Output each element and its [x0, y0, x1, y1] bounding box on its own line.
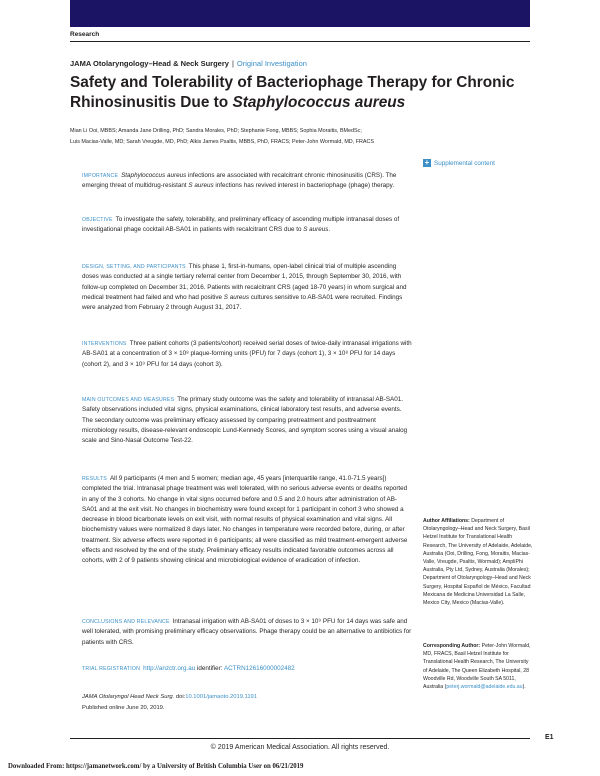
footer-divider: [70, 738, 530, 739]
download-notice: Downloaded From: https://jamanetwork.com/ by a University of British Columbia User on 06/21/2019: [8, 763, 304, 770]
interventions-heading: INTERVENTIONS: [82, 341, 127, 347]
outcomes-heading: MAIN OUTCOMES AND MEASURES: [82, 397, 175, 403]
importance-italic-2: S aureus: [188, 182, 214, 190]
plus-icon: +: [424, 158, 430, 167]
citation-doi-link[interactable]: 10.1001/jamaoto.2019.1191: [185, 694, 258, 700]
corresponding-email-link[interactable]: peterj.wormald@adelaide.edu.au: [446, 684, 523, 691]
corresponding-label: Corresponding Author:: [423, 643, 481, 649]
supplemental-label: Supplemental content: [434, 159, 495, 167]
importance-text-2: infections has revived interest in bacteriophage (phage) therapy.: [213, 182, 395, 190]
journal-name: JAMA Otolaryngology–Head & Neck Surgery: [70, 59, 229, 68]
section-label: Research: [70, 31, 100, 38]
authors-line-2: Luis Macias-Valle, MD; Sarah Vreugde, MD, PhD; Alkis James Psaltis, MBBS, PhD, FRACS; Peter-John Wormald, MD, FRACS: [70, 139, 374, 145]
objective-text-1: To investigate the safety, tolerability, and preliminary efficacy of ascending multiple intranasal doses of investigational phage cocktail AB-SA01 in patients with recalcitrant CRS due to: [82, 216, 400, 234]
results-heading: RESULTS: [82, 476, 107, 482]
authors-line-1: Mian Li Ooi, MBBS; Amanda Jane Drilling, PhD; Sandra Morales, PhD; Stephanie Fong, MBBS; Sophia Moraitis, BMedSc;: [70, 128, 362, 134]
abstract-importance: [82, 171, 412, 192]
objective-text-2: .: [328, 226, 331, 234]
corresponding-author: [423, 642, 533, 691]
trial-registry-link[interactable]: http://anzctr.org.au: [143, 665, 196, 672]
article-category[interactable]: Original Investigation: [236, 59, 307, 68]
abstract-results: [82, 474, 412, 567]
objective-heading: OBJECTIVE: [82, 217, 113, 223]
outcomes-text: The primary study outcome was the safety and tolerability of intranasal AB-SA01. Safety observations included vital signs, physical examinations, clinical laboratory test results, and adverse events. The secondary outcome was preliminary efficacy assessed by comparing pretreatment and posttreatment microbiology results, disease-relevant endoscopic Lund-Kennedy Scores, and symptom scores using a visual analog scale and Sino-Nasal Outcome Test-22.: [82, 396, 408, 445]
objective-italic: S aureus: [303, 226, 329, 234]
interventions-text: Three patient cohorts (3 patients/cohort) received serial doses of twice-daily intranasal irrigations with AB-SA01 at a concentration of 3 × 10⁸ plaque-forming units (PFU) for 7 days (cohort 1), 3 × 10⁸ PFU for 14 days (cohort 2), and 3 × 10⁹ PFU for 14 days (cohort 3).: [82, 340, 412, 368]
header-divider: [70, 41, 530, 42]
design-text-1: This phase 1, first-in-humans, open-label clinical trial of multiple ascending doses was conducted at a single tertiary referral center from December 1, 2015, through September 30, 2016, with follow-up completed on December 31, 2016. Patients with recalcitrant CRS (aged 18-70 years) in whom surgical and medical treatment had failed and who had positive: [82, 263, 407, 301]
citation-block: [82, 692, 257, 713]
article-title: [70, 73, 540, 113]
affiliations-label: Author Affiliations:: [423, 518, 470, 524]
design-heading: DESIGN, SETTING, AND PARTICIPANTS: [82, 264, 186, 270]
conclusions-heading: CONCLUSIONS AND RELEVANCE: [82, 619, 170, 625]
importance-italic-1: Staphylococcus aureus: [121, 172, 187, 179]
abstract-conclusions: [82, 617, 412, 648]
author-list: [70, 126, 520, 148]
citation-published: Published online June 20, 2019.: [82, 704, 165, 711]
conclusions-text: Intranasal irrigation with AB-SA01 of doses to 3 × 10⁹ PFU for 14 days was safe and well tolerated, with promising preliminary efficacy observations. Phage therapy could be an alternative to antibiotics for patients with CRS.: [82, 618, 412, 646]
copyright-notice: © 2019 American Medical Association. All rights reserved.: [210, 744, 390, 751]
importance-text-1: infections are associated with recalcitrant chronic rhinosinusitis (CRS). The emerging threat of multidrug-resistant: [82, 172, 397, 190]
importance-heading: IMPORTANCE: [82, 173, 119, 179]
journal-separator: |: [231, 59, 234, 68]
page-number: E1: [545, 734, 554, 741]
design-italic: S aureus: [223, 293, 249, 301]
citation-journal: JAMA Otolaryngol Head Neck Surg.: [82, 694, 175, 700]
title-italic: Staphylococcus aureus: [232, 94, 406, 111]
abstract-outcomes: [82, 395, 412, 446]
supplemental-content-link[interactable]: [423, 159, 495, 167]
journal-banner: [70, 0, 530, 27]
abstract-design: [82, 262, 412, 313]
journal-line: [70, 59, 307, 68]
design-text-2: cultures sensitive to AB-SA01 were recruited. Findings were analyzed from February 2 through August 31, 2017.: [82, 293, 403, 312]
citation-line: [82, 692, 257, 703]
trial-heading: TRIAL REGISTRATION: [82, 666, 141, 672]
title-text: Safety and Tolerability of Bacteriophage Therapy for Chronic Rhinosinusitis Due to: [70, 74, 515, 111]
abstract-interventions: [82, 339, 412, 370]
affiliations-text: Department of Otolaryngology–Head and Neck Surgery, Basil Hetzel Institute for Translational Health Research, The University of Adelaide, Adelaide, Australia (Ooi, Drilling, Fong, Moraitis, Macias-Valle, Vreugde, Psaltis, Wormald); AmpliPhi Australia, Pty Ltd, Sydney, Australia (Morales); Department of Otolaryngology–Head and Neck Surgery, Hospital Español de México, Facultad Mexicana de Medicina Universidad La Salle, Mexico City, Mexico (Macias-Valle).: [423, 518, 533, 607]
results-text: All 9 participants (4 men and 5 women; median age, 45 years [interquartile range, 41.0-71.5 years]) completed the trial. Intranasal phage treatment was well tolerated, with no serious adverse events or deaths reported in any of the 3 cohorts. No change in vital signs occurred before and 0.5 and 2.0 hours after administration of AB-SA01 and at the exit visit. No changes in biochemistry were found except for 1 participant in cohort 3 who showed a decrease in blood bicarbonate levels on exit visit, with normal results of physical examination and vital signs. All biochemistry values were normalized 8 days later. No changes in temperature were recorded before, during, or after treatment. Six adverse effects were reported in 6 participants; all were classified as mild treatment-emergent adverse effects and resolved by the end of the study. Preliminary efficacy results indicated favorable outcomes across all cohorts, with 2 of 9 patients showing clinical and microbiological evidence of eradication of infection.: [82, 475, 408, 565]
trial-identifier-label: identifier:: [195, 665, 224, 672]
abstract-objective: [82, 215, 412, 236]
abstract-trial-registration: [82, 664, 412, 674]
citation-doi-label: doi:: [174, 694, 186, 700]
trial-id-link[interactable]: ACTRN12616000002482: [223, 665, 295, 672]
author-affiliations: [423, 517, 533, 607]
corresponding-text: Peter-John Wormald, MD, FRACS, Basil Hetzel Institute for Translational Health Research, The University of Adelaide, The Queen Elizabeth Hospital, 28 Woodville Rd, Woodville South SA 5011, Australia (: [423, 643, 531, 691]
corresponding-end: ).: [522, 684, 526, 691]
